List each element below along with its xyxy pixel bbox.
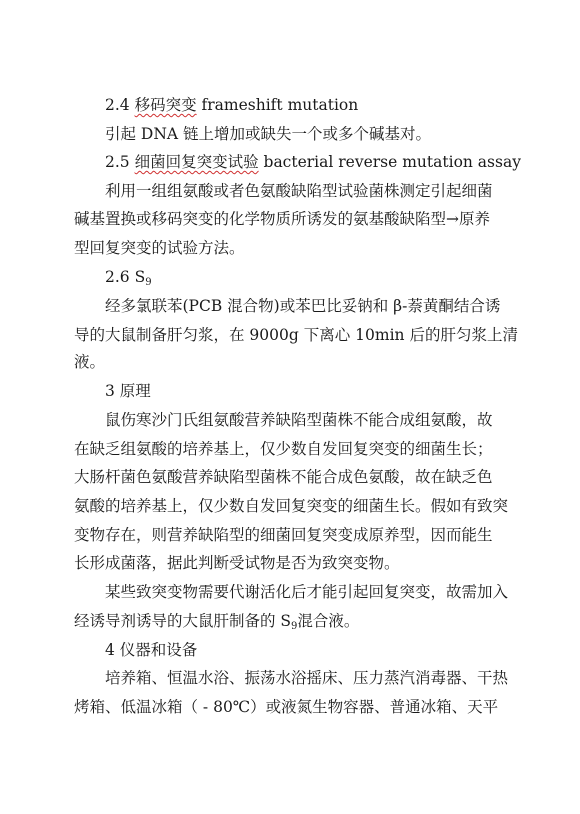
section-2-6-line-3: 液。	[74, 353, 106, 371]
text-run: 混合液。	[297, 612, 360, 630]
section-2-6-line-1: 经多氯联苯(PCB 混合物)或苯巴比妥钠和 β-萘黄酮结合诱	[105, 297, 501, 315]
section-title-cn: 移码突变	[134, 96, 197, 114]
equipment-line-2: 烤箱、低温冰箱（ - 80℃）或液氮生物容器、普通冰箱、天平	[74, 698, 499, 716]
principle-line-3: 大肠杆菌色氨酸营养缺陷型菌株不能合成色氨酸，故在缺乏色	[74, 468, 493, 486]
principle-line-5: 变物存在，则营养缺陷型的细菌回复突变成原养型，因而能生	[74, 526, 493, 544]
text-run: 经诱导剂诱导的大鼠肝制备的 S	[74, 612, 292, 630]
subscript: 9	[291, 621, 298, 632]
equipment-line-1: 培养箱、恒温水浴、振荡水浴摇床、压力蒸汽消毒器、干热	[105, 669, 509, 687]
principle-line-6: 长形成菌落，据此判断受试物是否为致突变物。	[74, 554, 400, 572]
section-2-6-line-2: 导的大鼠制备肝匀浆，在 9000g 下离心 10min 后的肝匀浆上清	[74, 326, 518, 344]
section-title-en: bacterial reverse mutation assay	[258, 153, 521, 171]
principle-line-1: 鼠伤寒沙门氏组氨酸营养缺陷型菌株不能合成组氨酸，故	[105, 411, 493, 429]
section-2-6-heading	[105, 267, 152, 290]
principle-line-2: 在缺乏组氨酸的培养基上，仅少数自发回复突变的细菌生长；	[74, 440, 493, 458]
section-title-en: frameshift mutation	[196, 96, 359, 114]
section-number: 2.6 S	[105, 268, 146, 286]
principle-p2-line-1: 某些致突变物需要代谢活化后才能引起回复突变，故需加入	[105, 583, 509, 601]
section-2-5-line-1: 利用一组组氨酸或者色氨酸缺陷型试验菌株测定引起细菌	[105, 182, 493, 200]
section-4-heading: 4 仪器和设备	[105, 641, 198, 659]
section-2-5-heading	[105, 152, 521, 172]
section-3-heading: 3 原理	[105, 382, 151, 400]
section-number: 2.5	[105, 153, 135, 171]
section-2-4-heading	[105, 95, 358, 115]
section-number: 2.4	[105, 96, 135, 114]
section-2-5-line-3: 型回复突变的试验方法。	[74, 239, 245, 257]
principle-p2-line-2	[74, 611, 359, 634]
section-2-5-line-2: 碱基置换或移码突变的化学物质所诱发的氨基酸缺陷型→原养	[74, 210, 490, 228]
section-title-cn: 细菌回复突变试验	[134, 153, 259, 171]
subscript: 9	[145, 277, 152, 288]
principle-line-4: 氨酸的培养基上，仅少数自发回复突变的细菌生长。假如有致突	[74, 497, 509, 515]
section-2-4-body: 引起 DNA 链上增加或缺失一个或多个碱基对。	[105, 125, 432, 143]
